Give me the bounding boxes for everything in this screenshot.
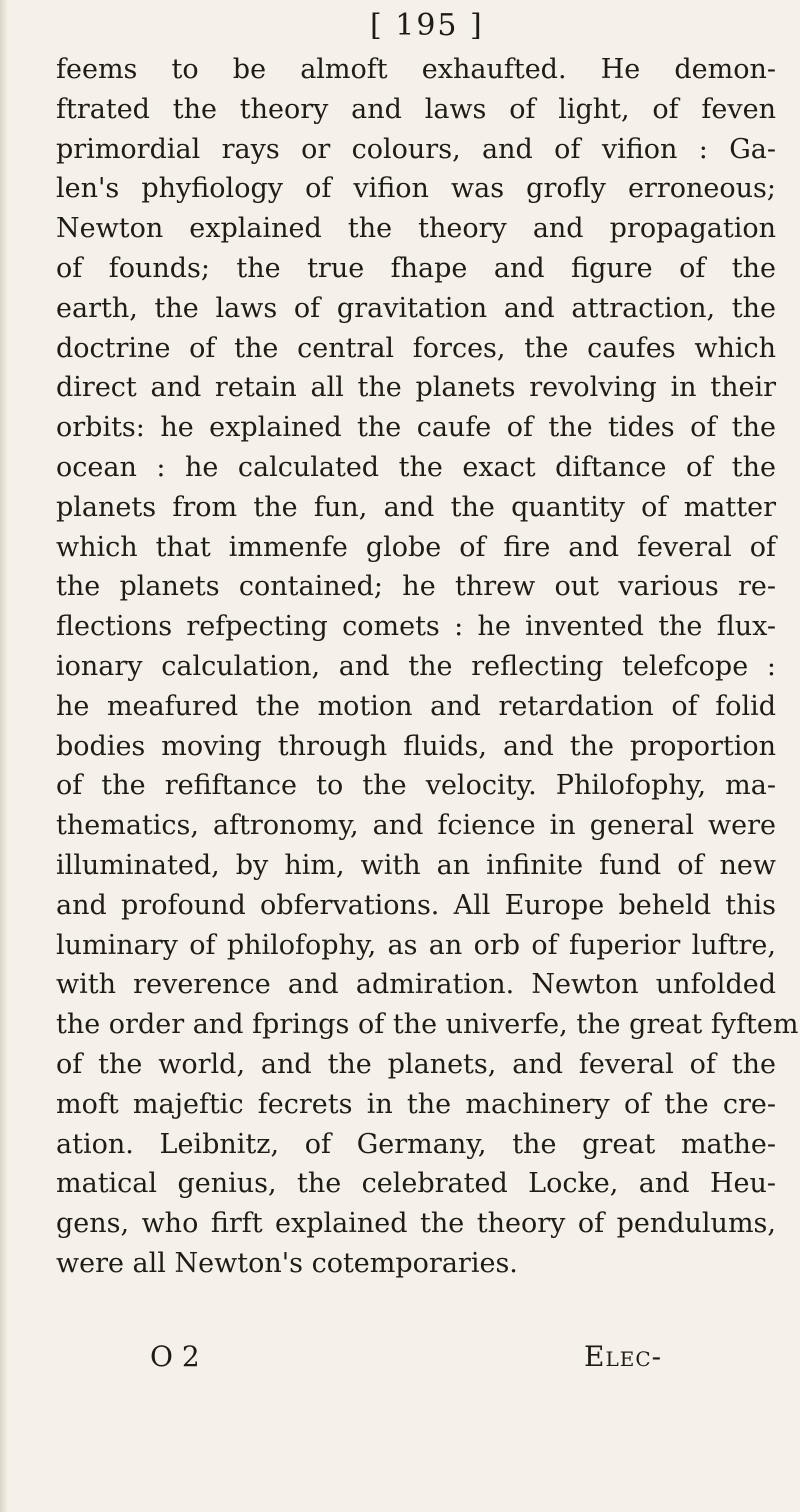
body-text <box>56 50 799 1284</box>
text-line-14: the planets contained; he threw out various re- <box>56 571 776 603</box>
text-line-16: ionary calculation, and the reflecting telefcope : <box>56 650 776 682</box>
text-line-24: with reverence and admiration. Newton unfolded <box>56 969 776 1001</box>
text-line-11: ocean : he calculated the exact diftance of the <box>56 451 776 483</box>
text-line-25: the order and fprings of the univerfe, the great fyftem <box>56 1009 799 1041</box>
page-number: [ 195 ] <box>370 8 484 43</box>
text-line-21: illuminated, by him, with an infinite fund of new <box>56 849 776 881</box>
text-line-22: and profound obfervations. All Europe beheld this <box>56 889 776 921</box>
text-line-17: he meafured the motion and retardation of folid <box>56 690 776 722</box>
text-line-9: direct and retain all the planets revolving in their <box>56 372 776 404</box>
text-line-26: of the world, and the planets, and feveral of the <box>56 1048 776 1080</box>
signature-mark: O 2 <box>150 1340 200 1373</box>
text-line-13: which that immenfe globe of fire and feveral of <box>56 531 776 563</box>
text-line-30: gens, who firft explained the theory of pendulums, <box>56 1208 776 1240</box>
text-line-23: luminary of philofophy, as an orb of fuperior luftre, <box>56 929 776 961</box>
text-line-18: bodies moving through fluids, and the proportion <box>56 730 776 762</box>
text-line-4: len's phyfiology of vifion was grofly erroneous; <box>56 173 776 205</box>
text-line-5: Newton explained the theory and propagation <box>56 213 776 245</box>
text-line-1: feems to be almoft exhaufted. He demon- <box>56 54 776 85</box>
text-line-2: ftrated the theory and laws of light, of feven <box>56 93 776 125</box>
catchword: Elec- <box>584 1340 663 1373</box>
text-line-19: of the refiftance to the velocity. Philofophy, ma- <box>56 770 776 802</box>
text-line-3: primordial rays or colours, and of vifion : Ga- <box>56 133 776 165</box>
text-line-15: flections refpecting comets : he invented the flux- <box>56 611 776 643</box>
text-line-8: doctrine of the central forces, the caufes which <box>56 332 776 364</box>
text-line-28: ation. Leibnitz, of Germany, the great mathe- <box>56 1128 776 1160</box>
text-line-31: were all Newton's cotemporaries. <box>56 1247 518 1279</box>
text-line-10: orbits: he explained the caufe of the tides of the <box>56 412 776 444</box>
text-line-20: thematics, aftronomy, and fcience in general were <box>56 810 776 842</box>
text-line-29: matical genius, the celebrated Locke, and Heu- <box>56 1168 776 1200</box>
text-line-6: of founds; the true fhape and figure of the <box>56 252 776 284</box>
text-line-12: planets from the fun, and the quantity of matter <box>56 491 776 523</box>
text-line-27: moft majeftic fecrets in the machinery of the cre- <box>56 1088 776 1120</box>
text-line-7: earth, the laws of gravitation and attraction, the <box>56 292 776 324</box>
page-edge <box>0 0 8 1512</box>
